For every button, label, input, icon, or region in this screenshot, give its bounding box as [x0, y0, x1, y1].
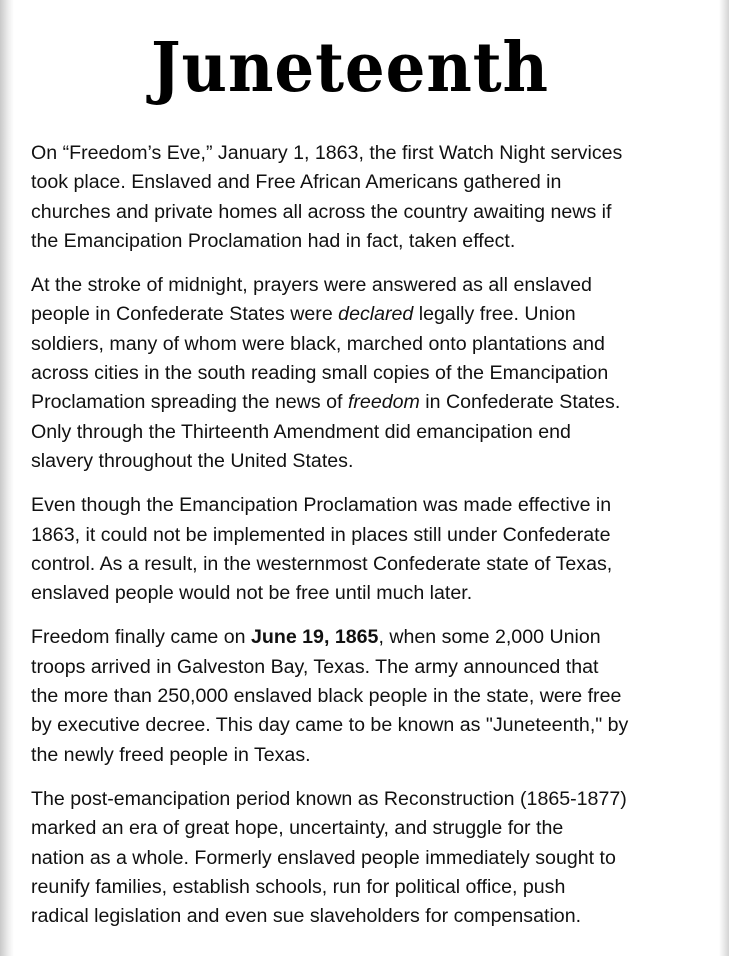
- text-line: [31, 579, 721, 608]
- text-line: [31, 623, 721, 652]
- text-line: [31, 653, 721, 682]
- text-run: across cities in the south reading small copies of the Emancipation: [31, 362, 609, 385]
- text-line: [31, 359, 721, 388]
- text-run: Freedom finally came on: [31, 626, 251, 649]
- text-line: [31, 814, 721, 843]
- text-run: soldiers, many of whom were black, marched onto plantations and: [31, 332, 605, 355]
- text-run: the newly freed people in Texas.: [31, 743, 311, 766]
- text-run: enslaved people would not be free until much later.: [31, 582, 473, 605]
- text-line: [31, 550, 721, 579]
- text-run: marked an era of great hope, uncertainty, and struggle for the: [31, 817, 564, 840]
- text-line: [31, 844, 721, 873]
- text-line: [31, 785, 721, 814]
- text-line: [31, 300, 721, 329]
- text-run: The post-emancipation period known as Reconstruction (1865-1877): [31, 787, 627, 810]
- paragraph-4: [31, 623, 721, 769]
- document-title: Juneteenth: [151, 28, 549, 108]
- text-run: radical legislation and even sue slaveholders for compensation.: [31, 905, 582, 928]
- text-line: [31, 168, 721, 197]
- text-line: [31, 139, 721, 168]
- text-run: On “Freedom’s Eve,” January 1, 1863, the first Watch Night services: [31, 142, 623, 164]
- text-run: the Emancipation Proclamation had in fact, taken effect.: [31, 229, 516, 252]
- text-run: in Confederate States.: [419, 391, 621, 414]
- italic-text: declared: [338, 303, 414, 326]
- paragraph-5: [31, 785, 721, 931]
- text-line: [31, 682, 721, 711]
- text-line: [31, 741, 721, 770]
- text-line: [31, 521, 721, 550]
- italic-text: freedom: [347, 391, 420, 414]
- text-run: troops arrived in Galveston Bay, Texas. The army announced that: [31, 655, 599, 678]
- text-line: [31, 271, 721, 300]
- text-run: slavery throughout the United States.: [31, 449, 354, 472]
- text-run: Only through the Thirteenth Amendment did emancipation end: [31, 420, 571, 443]
- text-run: Even though the Emancipation Proclamation was made effective in: [31, 494, 612, 517]
- document-body: [31, 139, 721, 946]
- text-run: reunify families, establish schools, run for political office, push: [31, 875, 566, 898]
- page-edge-shadow-left: [0, 0, 14, 956]
- paragraph-1: [31, 139, 721, 256]
- text-run: the more than 250,000 enslaved black people in the state, were free: [31, 685, 622, 708]
- text-run: 1863, it could not be implemented in places still under Confederate: [31, 523, 611, 546]
- text-run: by executive decree. This day came to be known as "Juneteenth," by: [31, 714, 629, 737]
- paragraph-2: [31, 271, 721, 476]
- text-run: people in Confederate States were: [31, 303, 339, 326]
- text-line: [31, 491, 721, 520]
- bold-text: June 19, 1865: [250, 626, 379, 649]
- text-line: [31, 227, 721, 256]
- text-line: [31, 873, 721, 902]
- text-run: took place. Enslaved and Free African Americans gathered in: [31, 171, 562, 194]
- text-run: legally free. Union: [413, 303, 576, 326]
- text-line: [31, 418, 721, 447]
- text-run: Proclamation spreading the news of: [31, 391, 348, 414]
- text-run: churches and private homes all across the country awaiting news if: [31, 200, 612, 223]
- text-run: At the stroke of midnight, prayers were answered as all enslaved: [31, 274, 592, 297]
- text-line: [31, 198, 721, 227]
- text-line: [31, 330, 721, 359]
- paragraph-3: [31, 491, 721, 608]
- text-run: control. As a result, in the westernmost Confederate state of Texas,: [31, 552, 613, 575]
- text-line: [31, 447, 721, 476]
- text-run: nation as a whole. Formerly enslaved people immediately sought to: [31, 846, 616, 869]
- text-run: , when some 2,000 Union: [378, 626, 601, 649]
- text-line: [31, 388, 721, 417]
- text-line: [31, 902, 721, 931]
- text-line: [31, 711, 721, 740]
